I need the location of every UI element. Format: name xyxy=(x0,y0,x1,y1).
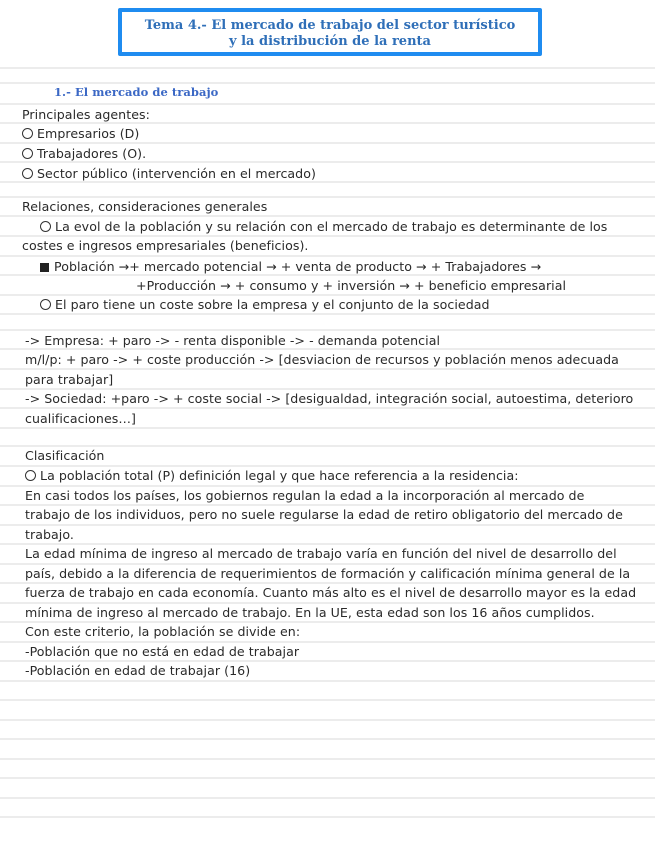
paragraph-line: Con este criterio, la población se divide en: xyxy=(25,624,301,639)
population-line: -Población que no está en edad de trabajar xyxy=(25,644,300,659)
circle-bullet-icon xyxy=(22,128,33,139)
circle-bullet-icon xyxy=(40,221,51,232)
relations-item: La evol de la población y su relación con el mercado de trabajo es determinante de los xyxy=(40,217,607,236)
title-line-2: y la distribución de la renta xyxy=(229,34,431,49)
paragraph-line: trabajo. xyxy=(25,527,74,542)
classification-label: Clasificación xyxy=(25,448,105,463)
square-bullet-icon xyxy=(40,263,49,272)
paragraph-line: mínima de ingreso al mercado de trabajo. En la UE, esta edad son los 16 años cumplidos. xyxy=(25,605,595,620)
agent-item: Trabajadores (O). xyxy=(22,144,146,163)
circle-bullet-icon xyxy=(22,148,33,159)
agents-label: Principales agentes: xyxy=(22,107,150,122)
population-line: -Población en edad de trabajar (16) xyxy=(25,663,251,678)
effect-line: cualificaciones…] xyxy=(25,411,136,426)
circle-bullet-icon xyxy=(25,470,36,481)
paragraph-line: La edad mínima de ingreso al mercado de trabajo varía en función del nivel de desarrollo del xyxy=(25,546,617,561)
circle-bullet-icon xyxy=(22,168,33,179)
title-box xyxy=(118,8,542,56)
agent-item: Empresarios (D) xyxy=(22,124,139,143)
effect-line: m/l/p: + paro -> + coste producción -> [desviacion de recursos y población menos adecuada xyxy=(25,352,619,367)
title-line-1: Tema 4.- El mercado de trabajo del sector turístico xyxy=(144,18,516,33)
chain-line-continuation: +Producción → + consumo y + inversión → + beneficio empresarial xyxy=(136,278,567,293)
chain-line: Población →+ mercado potencial → + venta de producto → + Trabajadores → xyxy=(40,257,541,276)
agent-item: Sector público (intervención en el mercado) xyxy=(22,164,316,183)
paragraph-line: fuerza de trabajo en cada economía. Cuanto más alto es el nivel de desarrollo mayor es la edad xyxy=(25,585,637,600)
effect-line: para trabajar] xyxy=(25,372,114,387)
section-heading: 1.- El mercado de trabajo xyxy=(54,85,219,99)
paragraph-line: trabajo de los individuos, pero no suele regularse la edad de retiro obligatorio del mercado de xyxy=(25,507,623,522)
classification-item: La población total (P) definición legal y que hace referencia a la residencia: xyxy=(25,466,519,485)
effect-line: -> Empresa: + paro -> - renta disponible -> - demanda potencial xyxy=(25,333,441,348)
relations-continuation: costes e ingresos empresariales (beneficios). xyxy=(22,238,309,253)
relations-label: Relaciones, consideraciones generales xyxy=(22,199,268,214)
paragraph-line: En casi todos los países, los gobiernos regulan la edad a la incorporación al mercado de xyxy=(25,488,585,503)
relations-item: El paro tiene un coste sobre la empresa y el conjunto de la sociedad xyxy=(40,295,490,314)
paragraph-line: país, debido a la diferencia de requerimientos de formación y calificación mínima general de la xyxy=(25,566,631,581)
circle-bullet-icon xyxy=(40,299,51,310)
effect-line: -> Sociedad: +paro -> + coste social -> [desigualdad, integración social, autoestima, deterioro xyxy=(25,391,634,406)
